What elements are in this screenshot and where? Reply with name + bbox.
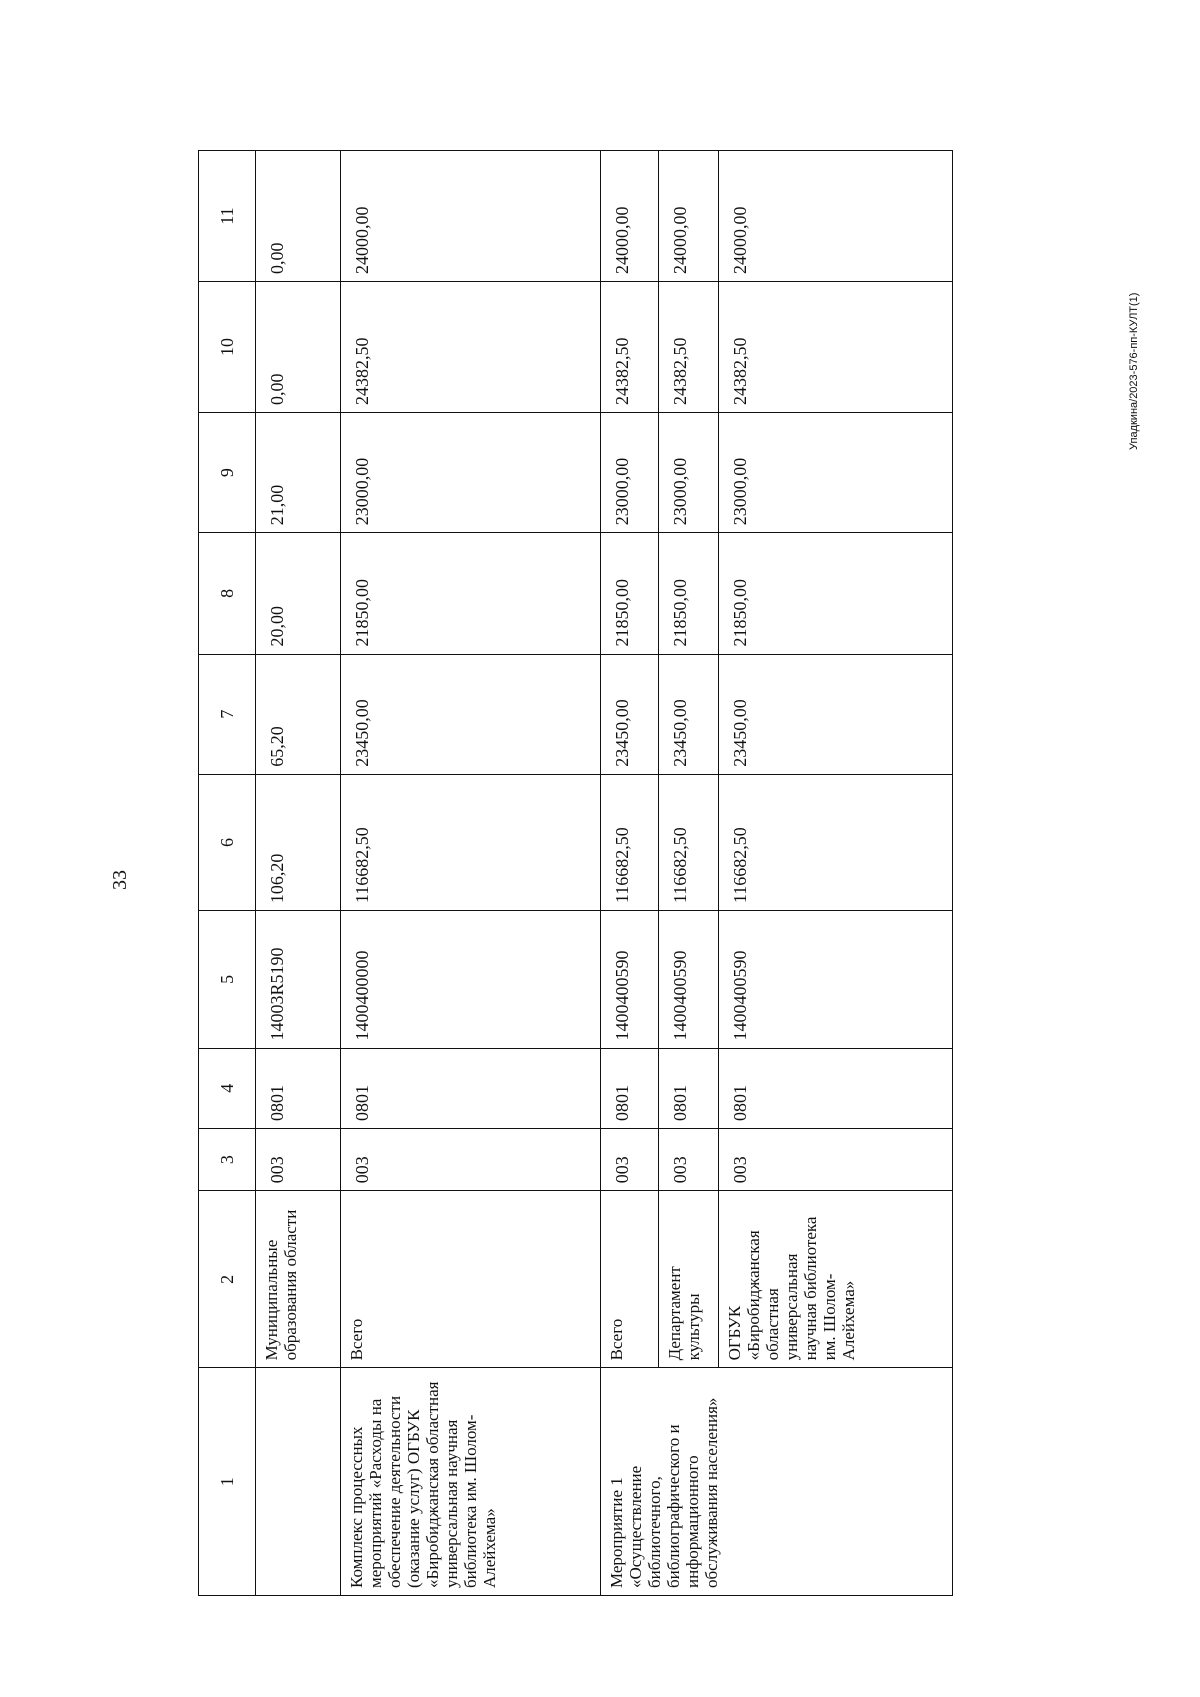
table-cell: Мероприятие 1 «Осуществление библиотечного, библиографического и информационного обслуживания населения»	[601, 1368, 953, 1596]
table-cell: 23000,00	[341, 413, 601, 533]
table-cell: 1400400590	[719, 911, 953, 1048]
column-header: 2	[199, 1191, 256, 1368]
table-cell: 116682,50	[341, 774, 601, 910]
table-header-row	[199, 151, 256, 1596]
table-cell: 0801	[719, 1048, 953, 1129]
table-cell: 24000,00	[601, 151, 659, 282]
table-cell: 116682,50	[719, 774, 953, 910]
footer-stamp-text: Упадкина/2023-576-пп-КУЛТ(1)	[1128, 292, 1140, 450]
table-cell: 24000,00	[341, 151, 601, 282]
table-cell: 003	[601, 1129, 659, 1191]
budget-table	[198, 150, 953, 1596]
table-cell: Муниципальные образования области	[256, 1191, 341, 1368]
table-cell: Департамент культуры	[659, 1191, 719, 1368]
table-cell: 24382,50	[719, 282, 953, 413]
table-cell: 21,00	[256, 413, 341, 533]
column-header: 5	[199, 911, 256, 1048]
table-cell: 21850,00	[601, 533, 659, 654]
table-cell: 24382,50	[659, 282, 719, 413]
table-cell: 23000,00	[601, 413, 659, 533]
column-header: 10	[199, 282, 256, 413]
table-cell: 0801	[341, 1048, 601, 1129]
table-cell: 116682,50	[601, 774, 659, 910]
table-cell: 116682,50	[659, 774, 719, 910]
table-cell: Комплекс процессных мероприятий «Расходы на обеспечение деятельности (оказание услуг) ОГБУК «Биробиджанская областная универсальная научная библиотека им. Шолом-Алейхема»	[341, 1368, 601, 1596]
table-cell: 65,20	[256, 654, 341, 774]
budget-table-wrapper	[198, 150, 953, 1596]
table-cell: 23450,00	[719, 654, 953, 774]
table-cell: 14003R5190	[256, 911, 341, 1048]
table-cell: 20,00	[256, 533, 341, 654]
table-cell: 23450,00	[341, 654, 601, 774]
table-cell: 0,00	[256, 151, 341, 282]
column-header: 7	[199, 654, 256, 774]
table-cell	[256, 1368, 341, 1596]
table-row	[601, 151, 659, 1596]
table-cell: 23000,00	[719, 413, 953, 533]
table-row	[341, 151, 601, 1596]
table-cell: 003	[719, 1129, 953, 1191]
table-cell: Всего	[601, 1191, 659, 1368]
table-cell: 0801	[659, 1048, 719, 1129]
table-cell: 0801	[601, 1048, 659, 1129]
table-cell: 23450,00	[659, 654, 719, 774]
table-cell: 23000,00	[659, 413, 719, 533]
table-cell: 24000,00	[719, 151, 953, 282]
table-cell: 24382,50	[341, 282, 601, 413]
column-header: 8	[199, 533, 256, 654]
table-cell: 003	[256, 1129, 341, 1191]
footer-stamp	[1128, 190, 1148, 450]
column-header: 3	[199, 1129, 256, 1191]
table-cell: 24000,00	[659, 151, 719, 282]
column-header: 1	[199, 1368, 256, 1596]
table-cell: 1400400000	[341, 911, 601, 1048]
table-cell: 106,20	[256, 774, 341, 910]
table-cell: 1400400590	[601, 911, 659, 1048]
table-cell: 1400400590	[659, 911, 719, 1048]
column-header: 6	[199, 774, 256, 910]
table-row	[256, 151, 341, 1596]
table-cell: ОГБУК «Биробиджанская областная универсальная научная библиотека им. Шолом-Алейхема»	[719, 1191, 953, 1368]
table-cell: 21850,00	[341, 533, 601, 654]
table-cell: 21850,00	[659, 533, 719, 654]
table-cell: 24382,50	[601, 282, 659, 413]
table-cell: 0,00	[256, 282, 341, 413]
table-cell: 0801	[256, 1048, 341, 1129]
column-header: 9	[199, 413, 256, 533]
page-number: 33	[109, 870, 131, 890]
column-header: 4	[199, 1048, 256, 1129]
table-cell: Всего	[341, 1191, 601, 1368]
table-cell: 21850,00	[719, 533, 953, 654]
column-header: 11	[199, 151, 256, 282]
table-cell: 23450,00	[601, 654, 659, 774]
table-cell: 003	[341, 1129, 601, 1191]
table-cell: 003	[659, 1129, 719, 1191]
